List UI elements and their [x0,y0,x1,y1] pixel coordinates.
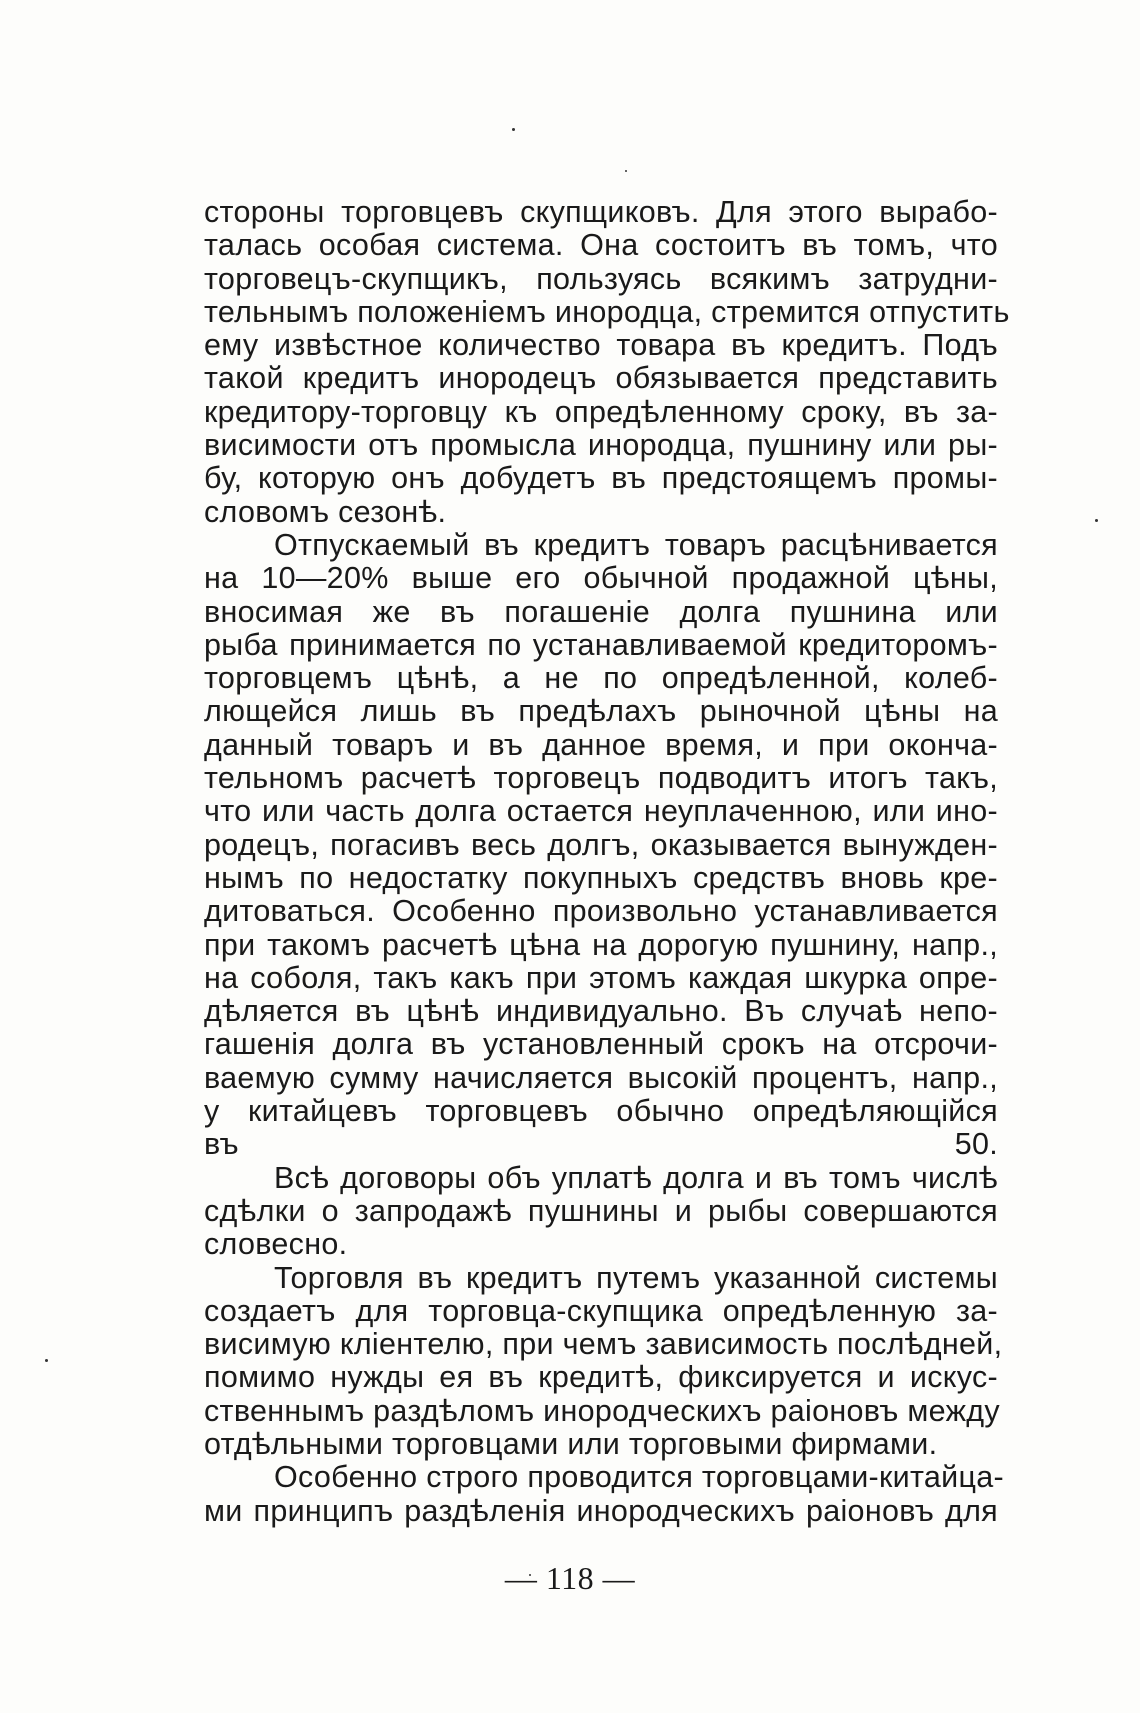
text-line: что или часть долга остается неуплаченною, или ино- [204,794,998,829]
print-speck [512,128,515,131]
paragraph-first-line: Всѣ договоры объ уплатѣ долга и въ томъ числѣ [274,1160,998,1195]
text-line: создаетъ для торговца-скупщика опредѣленную за- [204,1293,998,1328]
text-line: рыба принимается по устанавливаемой кредиторомъ- [204,627,998,662]
text-line: ему извѣстное количество товара въ кредитъ. Подъ [204,328,998,363]
body-text [204,195,1010,1528]
text-line: кредитору-торговцу къ опредѣленному сроку, въ за- [204,394,998,429]
text-line: въ 50. [204,1127,998,1162]
paragraph-first-line: Отпускаемый въ кредитъ товаръ расцѣнивается [274,527,998,562]
text-line: висимую клiентелю, при чемъ зависимость послѣдней, [204,1327,1003,1362]
print-speck [45,1359,48,1362]
text-line: на 10—20% выше его обычной продажной цѣны, [204,561,998,596]
text-line: гашенiя долга въ установленный срокъ на отсрочи- [204,1027,998,1062]
paragraph-first-line: Особенно строго проводится торговцами-китайца- [274,1460,1004,1495]
text-line: талась особая система. Она состоитъ въ томъ, что [204,228,998,263]
text-line: дѣляется въ цѣнѣ индивидуально. Въ случаѣ непо- [204,994,998,1029]
text-line: отдѣльными торговцами или торговыми фирмами. [204,1426,938,1461]
text-line: ственнымъ раздѣломъ инородческихъ раiоновъ между [204,1393,1000,1428]
text-line: торговецъ-скупщикъ, пользуясь всякимъ затрудни- [204,261,998,296]
text-line: висимости отъ промысла инородца, пушнину или ры- [204,428,998,463]
text-line: вносимая же въ погашенiе долга пушнина или [204,594,998,629]
text-line: сдѣлки о запродажѣ пушнины и рыбы совершаются [204,1193,998,1228]
print-speck [1095,519,1098,522]
text-line: родецъ, погасивъ весь долгъ, оказывается вынужден- [204,827,998,862]
text-line: такой кредитъ инородецъ обязывается представить [204,361,998,396]
text-line: на соболя, такъ какъ при этомъ каждая шкурка опре- [204,960,998,995]
text-line: словесно. [204,1227,348,1262]
text-line: дитоваться. Особенно произвольно устанавливается [204,894,998,929]
text-line: бу, которую онъ добудетъ въ предстоящемъ промы- [204,461,998,496]
page-number: — 118 — [504,1560,636,1596]
text-line: лющейся лишь въ предѣлахъ рыночной цѣны на [204,694,998,729]
text-line: тельномъ расчетѣ торговецъ подводитъ итогъ такъ, [204,761,998,796]
text-line: у китайцевъ торговцевъ обычно опредѣляющiйся [204,1094,998,1129]
text-line: торговцемъ цѣнѣ, а не по опредѣленной, колеб- [204,661,998,696]
text-line: стороны торговцевъ скупщиковъ. Для этого вырабо- [204,195,998,229]
text-line: ваемую сумму начисляется высокiй процентъ, напр., [204,1060,998,1095]
text-line: нымъ по недостатку покупныхъ средствъ вновь кре- [204,860,998,895]
text-line: словомъ сезонѣ. [204,494,447,529]
print-speck [625,170,627,172]
paragraph-first-line: Торговля въ кредитъ путемъ указанной системы [274,1260,998,1295]
text-line: данный товаръ и въ данное время, и при оконча- [204,727,998,762]
text-line: при такомъ расчетѣ цѣна на дорогую пушнину, напр., [204,927,998,962]
text-line: тельнымъ положенiемъ инородца, стремится отпустить [204,294,1010,329]
text-line: ми принципъ раздѣленiя инородческихъ раiоновъ для [204,1493,998,1528]
text-line: помимо нужды ея въ кредитѣ, фиксируется и искус- [204,1360,998,1395]
